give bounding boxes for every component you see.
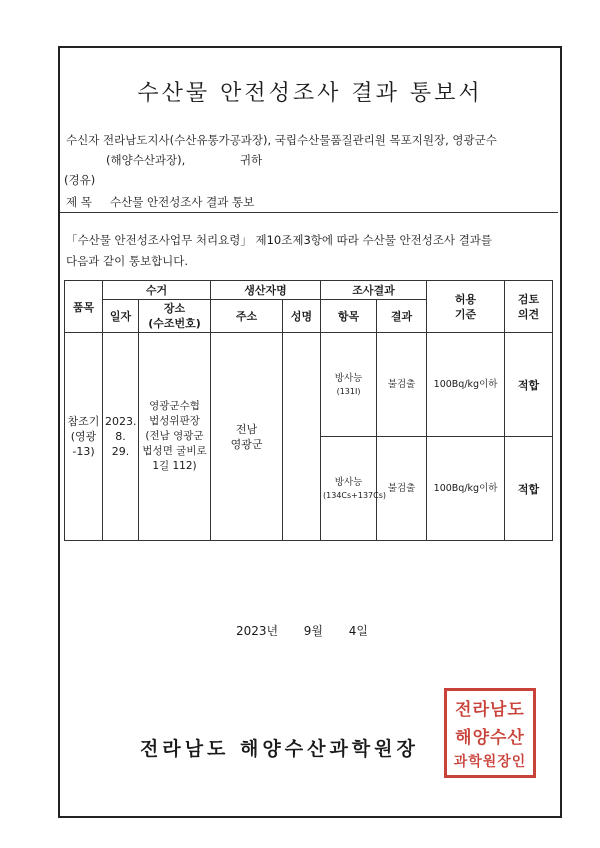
item-line: (영광 <box>70 430 97 443</box>
test-item-text: 방사능 <box>334 372 363 384</box>
cell-item <box>65 333 103 541</box>
header-opinion-sub: 의견 <box>517 307 540 321</box>
date-year: 2023년 <box>236 624 279 638</box>
via-line: (경유) <box>64 173 96 187</box>
cell-limit: 100Bq/kg이하 <box>427 333 505 437</box>
seal-line: 과학원장인 <box>453 754 527 771</box>
header-limit <box>427 281 505 333</box>
document-title: 수산물 안전성조사 결과 통보서 <box>137 81 483 106</box>
document-frame <box>58 46 562 818</box>
test-isotope-text: (134Cs+137Cs) <box>323 490 387 500</box>
seal-line: 전라남도 <box>455 699 525 720</box>
header-opinion <box>505 281 553 333</box>
cell-name <box>283 333 321 541</box>
issue-date <box>236 622 368 639</box>
place-line: (전남 영광군 <box>145 430 204 442</box>
place-line: 법성위판장 <box>149 415 200 427</box>
test-item-text: 방사능 <box>334 476 363 488</box>
header-opinion-text: 검토 <box>517 292 540 306</box>
date-line: 8. 29. <box>111 430 130 458</box>
body-line-2: 다음과 같이 통보합니다. <box>66 254 189 268</box>
cell-opinion: 적합 <box>505 333 553 437</box>
header-item: 품목 <box>65 281 103 333</box>
cell-result: 불검출 <box>377 437 427 541</box>
header-collection: 수거 <box>103 281 211 300</box>
header-place-text: 장소 <box>163 302 186 315</box>
header-test-item: 항목 <box>321 300 377 333</box>
table-row <box>65 333 553 437</box>
place-line: 법성면 굴비로 <box>142 445 207 457</box>
item-line: 참조기 <box>67 415 100 428</box>
place-line: 1길 112) <box>152 460 197 472</box>
subject-label: 제 목 <box>66 195 92 209</box>
item-line: -13) <box>72 445 95 458</box>
header-place-sub: (수조번호) <box>148 317 201 330</box>
test-isotope-text: (131I) <box>336 386 361 396</box>
date-line: 2023. <box>105 415 137 428</box>
cell-test-item <box>321 333 377 437</box>
cell-opinion: 적합 <box>505 437 553 541</box>
header-name: 성명 <box>283 300 321 333</box>
sender-name: 전라남도 해양수산과학원장 <box>140 738 419 760</box>
header-date: 일자 <box>103 300 139 333</box>
cell-result: 불검출 <box>377 333 427 437</box>
address-line: 영광군 <box>230 437 263 451</box>
official-seal <box>444 688 536 778</box>
date-month: 9월 <box>303 624 324 638</box>
subject-rule <box>60 212 558 213</box>
cell-date <box>103 333 139 541</box>
header-limit-text: 허용 <box>454 292 477 306</box>
recipient-honorific: 귀하 <box>240 153 263 167</box>
recipient-line: 수신자 전라남도지사(수산유통가공과장), 국립수산물품질관리원 목포지원장, 영광군수 <box>66 133 497 147</box>
seal-line: 해양수산 <box>455 727 525 748</box>
cell-limit: 100Bq/kg이하 <box>427 437 505 541</box>
place-line: 영광군수협 <box>149 400 200 412</box>
header-limit-sub: 기준 <box>454 307 477 321</box>
results-table <box>64 280 553 541</box>
date-day: 4일 <box>348 624 368 638</box>
cell-address <box>211 333 283 541</box>
header-address: 주소 <box>211 300 283 333</box>
header-place <box>139 300 211 333</box>
cell-place <box>139 333 211 541</box>
cell-test-item <box>321 437 387 541</box>
header-producer: 생산자명 <box>211 281 321 300</box>
address-line: 전남 <box>235 422 258 436</box>
recipient-line-2: (해양수산과장), <box>106 153 186 167</box>
header-result: 결과 <box>377 300 427 333</box>
subject-text: 수산물 안전성조사 결과 통보 <box>110 195 255 209</box>
body-line-1: 「수산물 안전성조사업무 처리요령」 제10조제3항에 따라 수산물 안전성조사 결과를 <box>66 233 493 247</box>
header-result-group: 조사결과 <box>321 281 427 300</box>
